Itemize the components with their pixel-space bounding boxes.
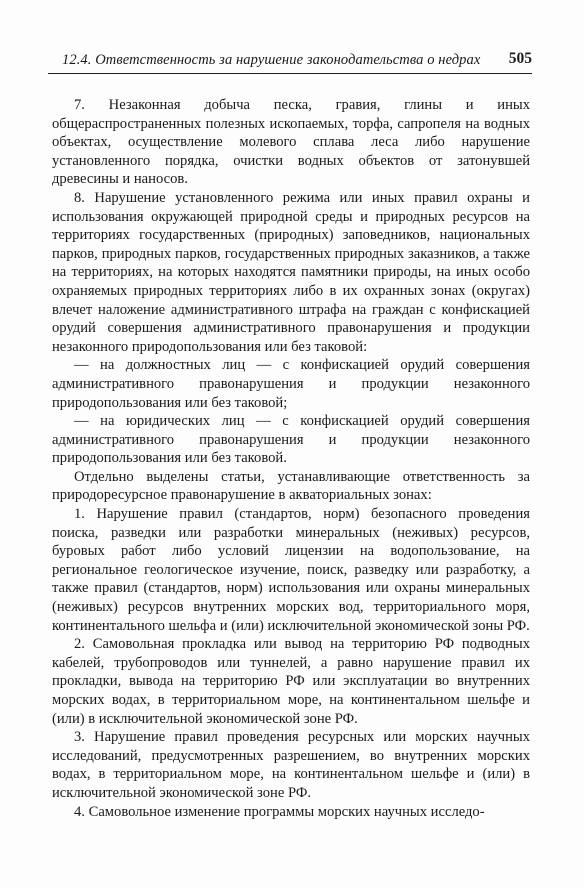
running-header-title: 12.4. Ответственность за нарушение законодательства о недрах bbox=[62, 52, 481, 68]
paragraph-aquatorial-1: 1. Нарушение правил (стандартов, норм) безопасного проведения поиска, разведки или разработки минеральных (неживых) ресурсов, буровых работ либо условий лицензии на водопользование, на региональное геологическое изучение, поиск, разведку или разработку, а также правил (стандартов, норм) использования или охраны минеральных (неживых) ресурсов внутренних морских вод, территориального моря, континентального шельфа и (или) исключительной экономической зоны РФ. bbox=[52, 506, 530, 634]
running-header bbox=[48, 51, 536, 71]
paragraph-intro-aquatorial: Отдельно выделены статьи, устанавливающие ответственность за природоресурсное правонарушение в акваториальных зонах: bbox=[52, 468, 530, 504]
paragraph-aquatorial-4: 4. Самовольное изменение программы морских научных исследо- bbox=[74, 803, 485, 820]
page-number: 505 bbox=[508, 50, 532, 67]
paragraph-legal-entities: — на юридических лиц — с конфискацией орудий совершения административного правонарушения и продукции незаконного природопользования или без таковой. bbox=[52, 413, 530, 467]
paragraph-item-7: 7. Незаконная добыча песка, гравия, глины и иных общераспространенных полезных ископаемых, торфа, сапропеля на водных объектах, осуществление молевого сплава леса либо нарушение установленного порядка, очистки водных объектов от затонувшей древесины и наносов. bbox=[52, 97, 530, 188]
paragraph-aquatorial-2: 2. Самовольная прокладка или вывод на территорию РФ подводных кабелей, трубопроводов или туннелей, а равно нарушение правил их прокладки, вывода на территорию РФ или эксплуатации во внутренних морских водах, в территориальном море, на континентальном шельфе и (или) в исключительной экономической зоне РФ. bbox=[52, 636, 530, 727]
paragraph-aquatorial-3: 3. Нарушение правил проведения ресурсных или морских научных исследований, предусмотренных разрешением, во внутренних морских водах, в территориальном море, на континентальном шельфе и (или) в исключительной экономической зоне РФ. bbox=[52, 729, 530, 801]
body-text bbox=[52, 96, 530, 821]
paragraph-officials: — на должностных лиц — с конфискацией орудий совершения административного правонарушения и продукции незаконного природопользования или без таковой; bbox=[52, 357, 530, 411]
header-divider bbox=[48, 73, 532, 74]
paragraph-item-8: 8. Нарушение установленного режима или иных правил охраны и использования окружающей природной среды и природных ресурсов на территориях государственных (природных) заповедников, национальных парков, природных парков, государственных природных заказников, а также на территориях, на которых находятся памятники природы, на иных особо охраняемых природных территориях либо в их охранных зонах (округах) влечет наложение административного штрафа на граждан с конфискацией орудий совершения административного правонарушения и продукции незаконного природопользования или без таковой: bbox=[52, 189, 530, 355]
